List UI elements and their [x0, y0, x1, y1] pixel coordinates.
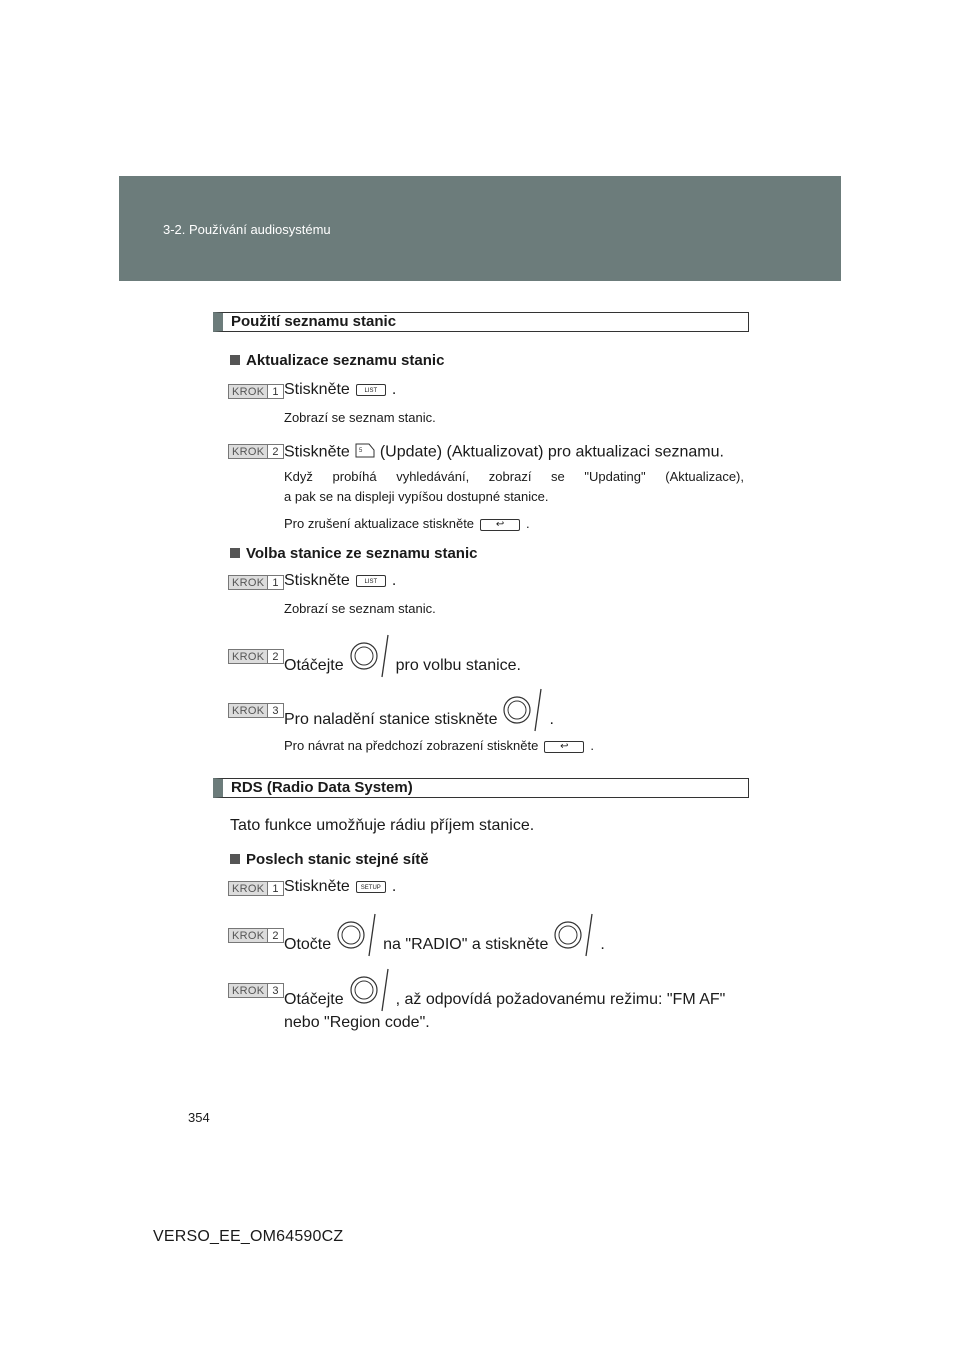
- instruction-text: Stiskněte: [284, 572, 350, 589]
- step-number: 2: [268, 650, 282, 663]
- setup-button-icon: SETUP: [356, 881, 386, 893]
- step-label: KROK: [229, 984, 268, 997]
- step-note: [284, 516, 530, 531]
- instruction-text: Stiskněte: [284, 381, 350, 398]
- subheading-select-station: [230, 545, 477, 562]
- subheading-update-list: [230, 352, 444, 369]
- step-number: 3: [268, 704, 282, 717]
- step-note: [284, 738, 594, 753]
- step-label: KROK: [229, 445, 268, 458]
- square-bullet-icon: [230, 548, 240, 558]
- instruction-text: Stiskněte: [284, 878, 350, 895]
- section-heading-rds: RDS (Radio Data System): [213, 778, 749, 798]
- step-label: KROK: [229, 882, 268, 895]
- instruction-text: .: [391, 878, 397, 895]
- instruction-text: (Update) (Aktualizovat) pro aktualizaci seznamu.: [379, 443, 724, 461]
- subheading-text: Aktualizace seznamu stanic: [246, 352, 445, 369]
- rds-intro: Tato funkce umožňuje rádiu příjem stanice.: [230, 817, 535, 834]
- step-badge: [228, 983, 284, 998]
- step-instruction-continued: nebo "Region code".: [284, 1014, 430, 1031]
- step-instruction: [284, 572, 396, 590]
- step-number: 1: [268, 576, 282, 589]
- preset-button-label: 5: [358, 448, 363, 454]
- list-button-icon: LIST: [356, 575, 386, 587]
- instruction-text: .: [391, 572, 397, 589]
- step-label: KROK: [229, 385, 268, 398]
- step-label: KROK: [229, 650, 268, 663]
- step-note: Zobrazí se seznam stanic.: [284, 410, 436, 425]
- step-instruction: [284, 381, 396, 399]
- note-text: .: [590, 738, 594, 753]
- step-number: 3: [268, 984, 282, 997]
- square-bullet-icon: [230, 355, 240, 365]
- note-text: Pro zrušení aktualizace stiskněte: [284, 516, 475, 531]
- step-instruction: [284, 441, 724, 464]
- instruction-text: Otočte: [284, 936, 332, 954]
- return-button-icon: ↩: [544, 741, 584, 753]
- instruction-text: pro volbu stanice.: [395, 657, 521, 675]
- step-badge: [228, 649, 284, 664]
- note-text: .: [526, 516, 530, 531]
- step-note: Když probíhá vyhledávání, zobrazí se "Updating" (Aktualizace),: [284, 469, 744, 484]
- step-note: Zobrazí se seznam stanic.: [284, 601, 436, 616]
- instruction-text: Otáčejte: [284, 991, 344, 1009]
- subheading-text: Poslech stanic stejné sítě: [246, 851, 429, 868]
- list-button-icon: LIST: [356, 384, 386, 396]
- step-label: KROK: [229, 929, 268, 942]
- step-badge: [228, 384, 284, 399]
- step-badge: [228, 703, 284, 718]
- instruction-text: Otáčejte: [284, 657, 344, 675]
- square-bullet-icon: [230, 854, 240, 864]
- instruction-text: .: [549, 711, 554, 729]
- instruction-text: , až odpovídá požadovanému režimu: "FM AF": [395, 991, 726, 1009]
- document-code: VERSO_EE_OM64590CZ: [153, 1228, 344, 1245]
- step-number: 1: [268, 385, 282, 398]
- instruction-text: Pro naladění stanice stiskněte: [284, 711, 498, 729]
- step-badge: [228, 444, 284, 459]
- preset-button-icon: [354, 441, 376, 464]
- instruction-text: .: [391, 381, 397, 398]
- step-label: KROK: [229, 576, 268, 589]
- page-number: 354: [188, 1110, 210, 1125]
- step-instruction: [284, 878, 396, 896]
- note-text: Pro návrat na předchozí zobrazení stiskněte: [284, 738, 539, 753]
- return-button-icon: ↩: [480, 519, 520, 531]
- section-heading-station-list: Použití seznamu stanic: [213, 312, 749, 332]
- header-band: [119, 176, 841, 281]
- step-note: a pak se na displeji vypíšou dostupné stanice.: [284, 489, 549, 504]
- subheading-same-network: [230, 851, 429, 868]
- step-badge: [228, 575, 284, 590]
- section-title: 3-2. Používání audiosystému: [163, 222, 331, 237]
- step-badge: [228, 881, 284, 896]
- step-label: KROK: [229, 704, 268, 717]
- instruction-text: .: [600, 936, 605, 954]
- instruction-text: na "RADIO" a stiskněte: [383, 936, 549, 954]
- step-badge: [228, 928, 284, 943]
- instruction-text: Stiskněte: [284, 443, 350, 461]
- step-number: 2: [268, 929, 282, 942]
- step-number: 2: [268, 445, 282, 458]
- step-number: 1: [268, 882, 282, 895]
- subheading-text: Volba stanice ze seznamu stanic: [246, 545, 478, 562]
